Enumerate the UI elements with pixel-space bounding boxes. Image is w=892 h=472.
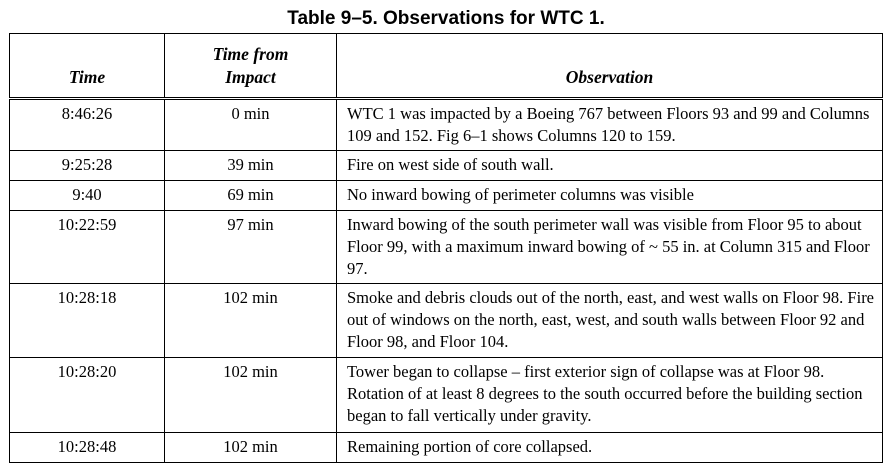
cell-time: 10:28:48 [10, 433, 165, 463]
cell-observation: WTC 1 was impacted by a Boeing 767 between Floors 93 and 99 and Columns 109 and 152. Fig 6–1 shows Columns 120 to 159. [337, 99, 883, 151]
header-time-label: Time [68, 67, 106, 87]
observations-table [9, 33, 883, 463]
header-impact-line2: Impact [225, 67, 276, 87]
header-observation [337, 34, 883, 99]
cell-impact: 39 min [165, 151, 337, 181]
cell-impact: 102 min [165, 284, 337, 358]
table-row [10, 211, 883, 284]
table-body [10, 99, 883, 463]
table-row [10, 99, 883, 151]
table-row [10, 151, 883, 181]
cell-observation: Fire on west side of south wall. [337, 151, 883, 181]
table-row [10, 284, 883, 358]
table-header [10, 34, 883, 99]
table-row [10, 358, 883, 433]
table-row [10, 433, 883, 463]
cell-observation: Tower began to collapse – first exterior sign of collapse was at Floor 98. Rotation of at least 8 degrees to the south occurred before the building section began to fall vertically under gravity. [337, 358, 883, 433]
cell-time: 10:22:59 [10, 211, 165, 284]
cell-time: 9:25:28 [10, 151, 165, 181]
cell-impact: 97 min [165, 211, 337, 284]
cell-observation: No inward bowing of perimeter columns was visible [337, 181, 883, 211]
header-impact-line1: Time from [212, 44, 289, 64]
cell-observation: Smoke and debris clouds out of the north, east, and west walls on Floor 98. Fire out of windows on the north, east, west, and south walls between Floor 92 and Floor 98, and Floor 104. [337, 284, 883, 358]
table-row [10, 181, 883, 211]
cell-impact: 102 min [165, 358, 337, 433]
cell-impact: 69 min [165, 181, 337, 211]
header-time [10, 34, 165, 99]
cell-time: 8:46:26 [10, 99, 165, 151]
header-row [10, 34, 883, 99]
cell-observation: Remaining portion of core collapsed. [337, 433, 883, 463]
cell-time: 10:28:20 [10, 358, 165, 433]
header-time-from-impact [165, 34, 337, 99]
header-observation-label: Observation [565, 67, 654, 87]
cell-observation: Inward bowing of the south perimeter wall was visible from Floor 95 to about Floor 99, with a maximum inward bowing of ~ 55 in. at Column 315 and Floor 97. [337, 211, 883, 284]
cell-impact: 102 min [165, 433, 337, 463]
cell-time: 9:40 [10, 181, 165, 211]
cell-time: 10:28:18 [10, 284, 165, 358]
cell-impact: 0 min [165, 99, 337, 151]
table-caption: Table 9–5. Observations for WTC 1. [287, 8, 605, 29]
